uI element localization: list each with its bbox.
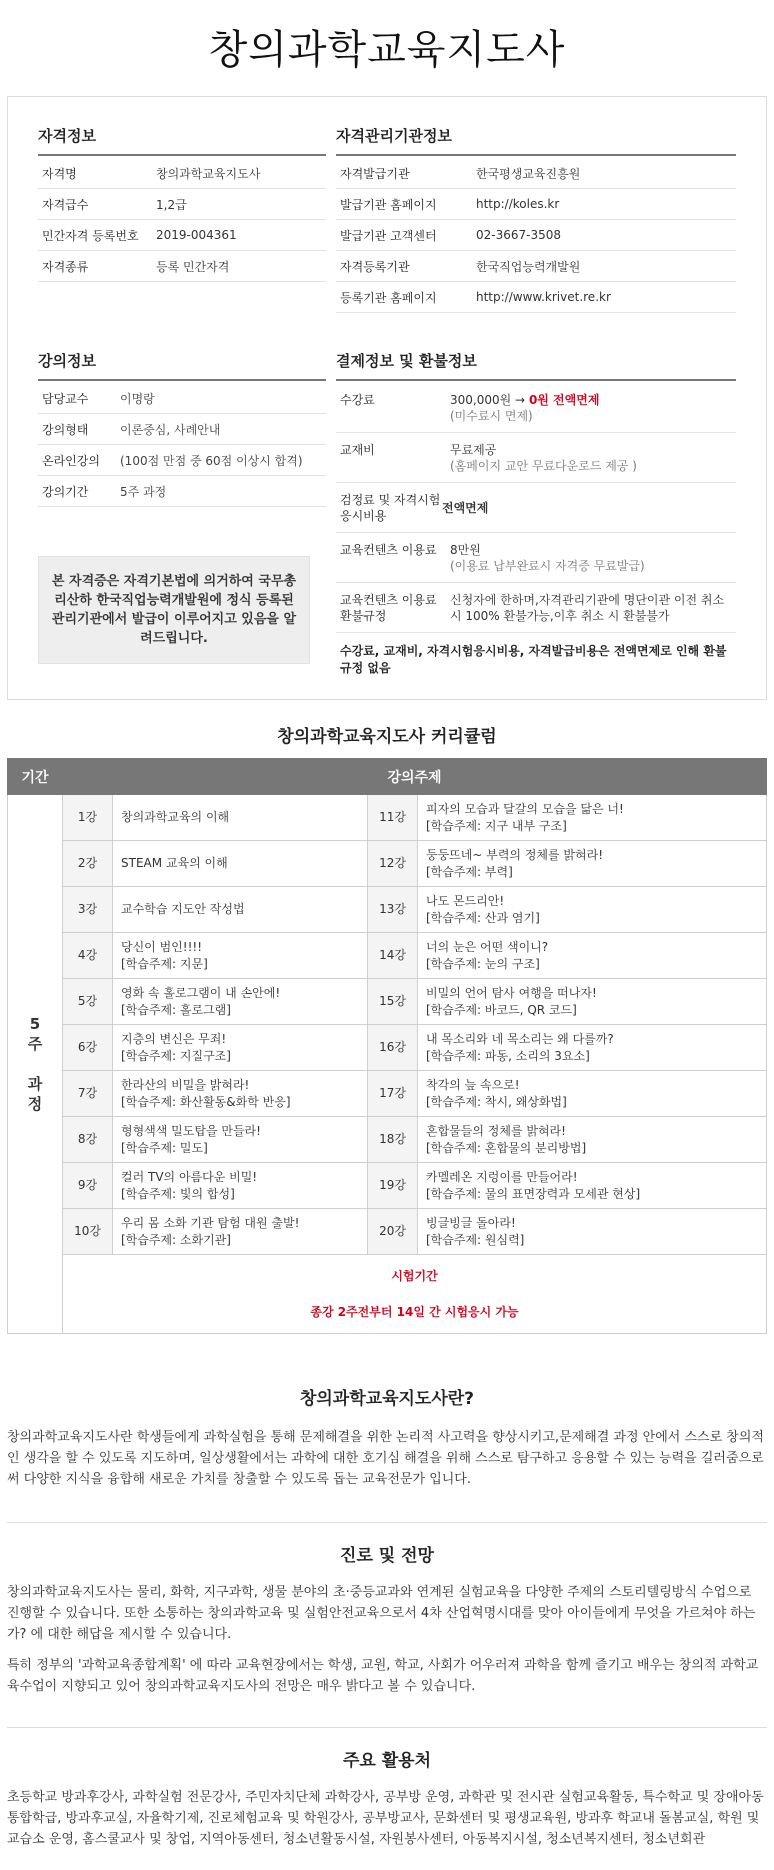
exam-fee-value: 전액면제 (442, 501, 489, 515)
certification-notice: 본 자격증은 자격기본법에 의거하여 국무총리산하 한국직업능력개발원에 정식 등록된 관리기관에서 발급이 이루어지고 있음을 알려드립니다. (38, 556, 310, 664)
textbook-value: 무료제공 (450, 443, 497, 457)
agency-info-key: 등록기관 홈페이지 (340, 290, 437, 305)
page-title: 창의과학교육지도사 (208, 27, 566, 73)
lecture-topic (418, 1071, 767, 1117)
lecture-subject: [학습주제: 바코드, QR 코드] (426, 1002, 577, 1017)
agency-info-row (336, 282, 736, 313)
qual-info-key: 자격급수 (42, 197, 89, 212)
lecture-number: 9강 (63, 1163, 113, 1209)
lecture-subject: [학습주제: 화산활동&화학 반응] (121, 1094, 291, 1109)
lecture-title: 창의과학교육의 이해 (121, 810, 230, 824)
lecture-info-row (38, 414, 326, 445)
lecture-title: 내 목소리와 네 목소리는 왜 다를까? (426, 1031, 614, 1046)
table-row (8, 1071, 767, 1117)
agency-info-row (336, 220, 736, 251)
lecture-topic (113, 887, 368, 933)
lecture-subject: [학습주제: 부력] (426, 864, 513, 879)
lecture-number: 7강 (63, 1071, 113, 1117)
fee-sub: (미수료시 면제) (450, 409, 533, 423)
topic-header: 강의주제 (63, 759, 767, 795)
textbook-label: 교재비 (340, 443, 375, 457)
lecture-topic (418, 1117, 767, 1163)
lecture-number: 16강 (368, 1025, 418, 1071)
agency-info-value: 한국평생교육진흥원 (476, 166, 581, 181)
lecture-title: 우리 몸 소화 기관 탐험 대원 출발! (121, 1215, 300, 1230)
lecture-info-value: 이론중심, 사례안내 (120, 422, 221, 437)
lecture-topic (418, 1025, 767, 1071)
lecture-number: 10강 (63, 1209, 113, 1255)
lecture-topic (113, 933, 368, 979)
period-cell: 5 주 과 정 (8, 795, 63, 1334)
lecture-number: 8강 (63, 1117, 113, 1163)
qual-info-heading: 자격정보 (38, 125, 326, 156)
lecture-topic (113, 979, 368, 1025)
lecture-info-row (38, 383, 326, 414)
agency-info-value: 한국직업능력개발원 (476, 259, 581, 274)
lecture-subject: [학습주제: 소화기관] (121, 1232, 231, 1247)
lecture-topic (418, 979, 767, 1025)
content-fee-sub: (이용료 납부완료시 자격증 무료발급) (450, 559, 645, 573)
agency-info-heading: 자격관리기관정보 (336, 125, 736, 156)
agency-info-key: 자격등록기관 (340, 259, 410, 274)
table-row (8, 1025, 767, 1071)
lecture-number: 15강 (368, 979, 418, 1025)
lecture-info-section (38, 350, 326, 687)
agency-homepage-link[interactable]: http://koles.kr (476, 197, 560, 211)
lecture-title: 형형색색 밀도탑을 만들라! (121, 1123, 261, 1138)
table-row (8, 841, 767, 887)
lecture-number: 11강 (368, 795, 418, 841)
curriculum-table (7, 758, 767, 1334)
lecture-title: 당신이 범인!!!! (121, 939, 203, 954)
curriculum-header-row (8, 759, 767, 795)
exam-cell (63, 1255, 767, 1334)
arrow-right-icon: → (515, 393, 526, 407)
exam-desc: 종강 2주전부터 14일 간 시험응시 가능 (310, 1305, 519, 1319)
lecture-number: 13강 (368, 887, 418, 933)
qual-info-key: 자격명 (42, 166, 77, 181)
textbook-sub: (홈페이지 교안 무료다운로드 제공 ) (450, 459, 637, 473)
qual-info-row (38, 220, 326, 251)
lecture-info-row (38, 476, 326, 507)
lecture-title: 혼합물들의 정체를 밝혀라! (426, 1123, 566, 1138)
qual-info-key: 자격종류 (42, 259, 89, 274)
lecture-topic (418, 933, 767, 979)
period-header: 기간 (8, 759, 63, 795)
lecture-info-key: 강의기간 (42, 484, 89, 499)
refund-label: 교육컨텐츠 이용료 환불규정 (340, 593, 437, 623)
agency-info-value: 02-3667-3508 (476, 228, 562, 242)
lecture-topic (418, 795, 767, 841)
lecture-subject: [학습주제: 혼합물의 분리방법] (426, 1140, 587, 1155)
payment-row-refund (336, 583, 736, 633)
agency-info-section (336, 125, 736, 313)
lecture-topic (113, 1117, 368, 1163)
lecture-title: 카멜레온 지렁이를 만들어라! (426, 1169, 578, 1184)
qual-info-row (38, 158, 326, 189)
lecture-subject: [학습주제: 지질구조] (121, 1048, 231, 1063)
table-row (8, 887, 767, 933)
lecture-topic (418, 1163, 767, 1209)
agency-info-key: 발급기관 홈페이지 (340, 197, 437, 212)
fee-label: 수강료 (340, 393, 375, 407)
lecture-title: 착각의 늪 속으로! (426, 1077, 520, 1092)
lecture-number: 1강 (63, 795, 113, 841)
lecture-topic (113, 1209, 368, 1255)
lecture-info-key: 담당교수 (42, 391, 89, 406)
refund-note: 수강료, 교재비, 자격시험응시비용, 자격발급비용은 전액면제로 인해 환불규정 없음 (340, 644, 727, 675)
fee-original: 300,000원 (450, 393, 512, 407)
lecture-title: 영화 속 홀로그램이 내 손안에! (121, 985, 281, 1000)
agency-info-row (336, 189, 736, 220)
textbook-value-block (450, 442, 637, 474)
lecture-subject: [학습주제: 물의 표면장력과 모세관 현상] (426, 1186, 641, 1201)
career-section (0, 1541, 774, 1697)
lecture-subject: [학습주제: 빛의 합성] (121, 1186, 235, 1201)
info-box (7, 96, 767, 700)
lecture-topic (418, 887, 767, 933)
qual-info-row (38, 251, 326, 282)
lecture-subject: [학습주제: 밀도] (121, 1140, 208, 1155)
career-body-2: 특히 정부의 '과학교육종합계획' 에 따라 교육현장에서는 학생, 교원, 학교, 사회가 어우러져 과학을 함께 즐기고 배우는 창의적 과학교육수업이 지향되고 있어 창의과학교육지도사의 전망은 매우 밝다고 볼 수 있습니다. (7, 1658, 759, 1694)
info-top-row (38, 125, 736, 313)
lecture-title: STEAM 교육의 이해 (121, 856, 228, 870)
lecture-title: 비밀의 언어 탐사 여행을 떠나자! (426, 985, 597, 1000)
agency-info-key: 발급기관 고객센터 (340, 228, 437, 243)
registry-homepage-link[interactable]: http://www.krivet.re.kr (476, 290, 611, 304)
lecture-info-value: (100점 만점 중 60점 이상시 합격) (120, 453, 303, 468)
usage-body: 초등학교 방과후강사, 과학실험 전문강사, 주민자치단체 과학강사, 공부방 운영, 과학관 및 전시관 실험교육활동, 특수학교 및 장애아동통합학급, 방과후교실, 자율학기제, 진로체험교육 및 학원강사, 공부방교사, 문화센터 및 평생교육원, 방과후 학교내 돌봄교실, 학원 및 교습소 운영, 홈스쿨교사 및 창업, 지역아동센터, 청소년활동시설, 자원봉사센터, 아동복지시설, 청소년복지센터, 청소년회관 (7, 1790, 764, 1847)
lecture-info-value: 이명랑 (120, 391, 155, 406)
table-row (8, 1209, 767, 1255)
agency-info-key: 자격발급기관 (340, 166, 410, 181)
payment-heading: 결제정보 및 환불정보 (336, 350, 736, 381)
payment-row-textbook (336, 433, 736, 483)
table-row (8, 795, 767, 841)
content-fee-value: 8만원 (450, 543, 481, 557)
exam-fee-label: 검정료 및 자격시험 응시비용 (340, 493, 441, 523)
content-fee-label: 교육컨텐츠 이용료 (340, 543, 437, 557)
lecture-title: 너의 눈은 어떤 색이니? (426, 939, 549, 954)
career-body-1: 창의과학교육지도사는 물리, 화학, 지구과학, 생물 분야의 초·중등교과와 연계된 실험교육을 다양한 주제의 스토리텔링방식 수업으로 진행할 수 있습니다. 또한 소통하는 창의과학교육 및 실험안전교육으로서 4차 산업혁명시대를 맞아 아이들에게 무엇을 가르쳐야 하는가? 에 대한 해답을 제시할 수 있습니다. (7, 1585, 756, 1642)
lecture-subject: [학습주제: 산과 염기] (426, 910, 540, 925)
career-title: 진로 및 전망 (340, 1546, 434, 1566)
lecture-title: 피자의 모습과 달갈의 모습을 닮은 너! (426, 801, 624, 816)
exam-title: 시험기간 (391, 1269, 438, 1283)
lecture-info-row (38, 445, 326, 476)
lecture-number: 5강 (63, 979, 113, 1025)
about-section (0, 1384, 774, 1490)
qual-info-value: 2019-004361 (156, 228, 237, 242)
lecture-topic (418, 1209, 767, 1255)
lecture-subject: [학습주제: 원심력] (426, 1232, 525, 1247)
lecture-number: 6강 (63, 1025, 113, 1071)
curriculum-title: 창의과학교육지도사 커리큘럼 (277, 727, 497, 747)
lecture-info-key: 강의형태 (42, 422, 89, 437)
usage-section (0, 1746, 774, 1850)
fee-value-block (450, 392, 599, 424)
lecture-topic (113, 841, 368, 887)
lecture-topic (418, 841, 767, 887)
info-bottom-row (38, 350, 736, 687)
agency-info-row (336, 251, 736, 282)
table-row (8, 1163, 767, 1209)
lecture-number: 14강 (368, 933, 418, 979)
lecture-title: 컬러 TV의 아름다운 비밀! (121, 1169, 258, 1184)
payment-row-content (336, 533, 736, 583)
table-row (8, 933, 767, 979)
lecture-title: 둥둥뜨네~ 부력의 정체를 밝혀라! (426, 847, 604, 862)
curriculum-body (8, 795, 767, 1334)
lecture-subject: [학습주제: 지구 내부 구조] (426, 818, 567, 833)
about-body: 창의과학교육지도사란 학생들에게 과학실험을 통해 문제해결을 위한 논리적 사고력을 향상시키고,문제해결 과정 안에서 스스로 창의적인 생각을 할 수 있도록 지도하며, 일상생활에서는 과학에 대한 호기심 해결을 위해 스스로 탐구하고 응용할 수 있는 능력을 길러줌으로써 다양한 지식을 융합해 새로운 가치를 창출할 수 있도록 돕는 교육전문가 입니다. (7, 1430, 764, 1487)
lecture-title: 빙글빙글 돌아라! (426, 1215, 516, 1230)
lecture-title: 나도 몬드리안! (426, 893, 505, 908)
lecture-number: 18강 (368, 1117, 418, 1163)
lecture-number: 12강 (368, 841, 418, 887)
lecture-subject: [학습주제: 착시, 왜상화법] (426, 1094, 567, 1109)
lecture-number: 20강 (368, 1209, 418, 1255)
qual-info-value: 등록 민간자격 (156, 259, 230, 274)
usage-title: 주요 활용처 (342, 1751, 432, 1771)
lecture-topic (113, 1163, 368, 1209)
lecture-title: 지층의 변신은 무죄! (121, 1031, 227, 1046)
payment-row-exam (336, 483, 736, 533)
lecture-title: 한라산의 비밀을 밝혀라! (121, 1077, 250, 1092)
lecture-number: 19강 (368, 1163, 418, 1209)
table-row (8, 1117, 767, 1163)
content-fee-block (450, 542, 645, 574)
lecture-number: 17강 (368, 1071, 418, 1117)
qual-info-row (38, 189, 326, 220)
divider (7, 1727, 767, 1728)
divider (7, 1522, 767, 1523)
lecture-subject: [학습주제: 파동, 소리의 3요소] (426, 1048, 590, 1063)
lecture-subject: [학습주제: 홀로그램] (121, 1002, 231, 1017)
qual-info-value: 창의과학교육지도사 (156, 166, 261, 181)
lecture-number: 3강 (63, 887, 113, 933)
lecture-title: 교수학습 지도안 작성법 (121, 902, 245, 916)
qual-info-value: 1,2급 (156, 197, 187, 212)
qual-info-key: 민간자격 등록번호 (42, 228, 139, 243)
table-row (8, 979, 767, 1025)
lecture-number: 2강 (63, 841, 113, 887)
lecture-info-value: 5주 과정 (120, 484, 167, 499)
lecture-topic (113, 1071, 368, 1117)
refund-value: 신청자에 한하며,자격관리기관에 명단이관 이전 취소 시 100% 환불가능,이후 취소 시 환불불가 (450, 593, 725, 623)
lecture-topic (113, 1025, 368, 1071)
payment-row-fee (336, 383, 736, 433)
lecture-number: 4강 (63, 933, 113, 979)
lecture-subject: [학습주제: 지문] (121, 956, 208, 971)
fee-free: 0원 전액면제 (528, 393, 600, 407)
qual-info-section (38, 125, 326, 313)
exam-row (8, 1255, 767, 1334)
lecture-topic (113, 795, 368, 841)
about-title: 창의과학교육지도사란? (299, 1389, 475, 1409)
agency-info-row (336, 158, 736, 189)
lecture-subject: [학습주제: 눈의 구조] (426, 956, 540, 971)
payment-section (336, 350, 736, 687)
lecture-info-key: 온라인강의 (42, 453, 100, 468)
lecture-info-heading: 강의정보 (38, 350, 326, 381)
